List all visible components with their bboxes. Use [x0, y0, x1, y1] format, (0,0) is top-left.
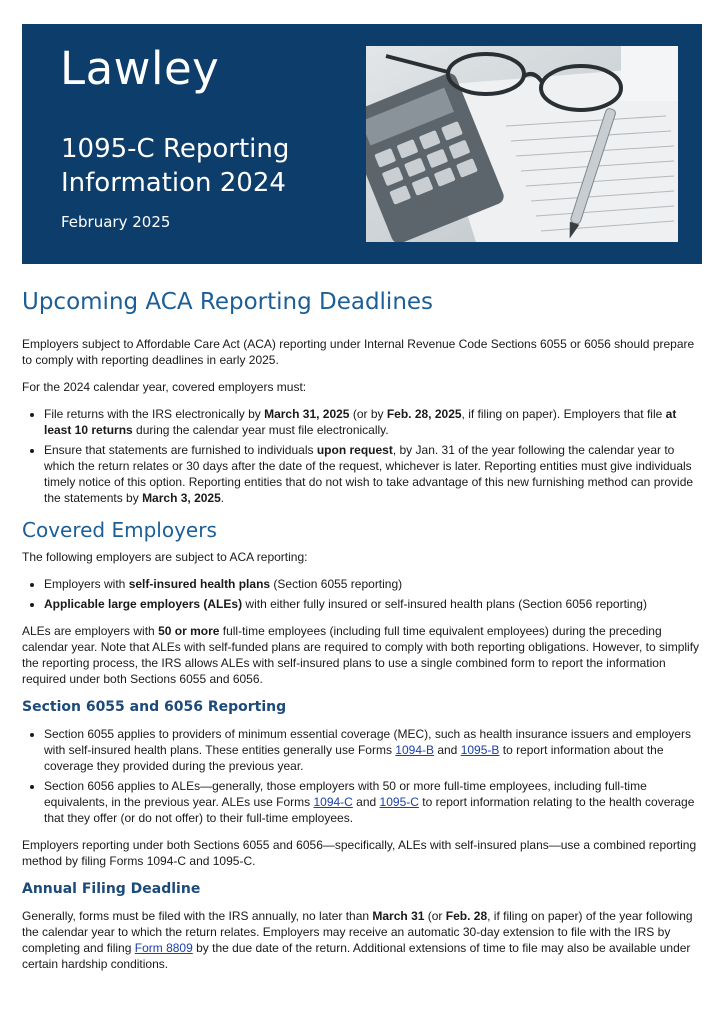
deadline-list — [22, 406, 702, 506]
list-item: • Section 6056 applies to ALEs—generally, those employers with 50 or more full-time employees, including full-time equivalents, in the previous year. ALEs use Forms 1094-C and 1095-C to report information relating to the health coverage that they offer (or do not offer) to their full-time employees. — [44, 778, 702, 826]
main-content — [22, 287, 702, 983]
list-item: • File returns with the IRS electronically by March 31, 2025 (or by Feb. 28, 2025, if filing on paper). Employers that file at least 10 returns during the calendar year must file electronically. — [44, 406, 702, 438]
document-title: 1095-C Reporting Information 2024 — [61, 134, 290, 198]
section-heading-deadlines: Upcoming ACA Reporting Deadlines — [22, 289, 434, 315]
document-date: February 2025 — [61, 213, 171, 231]
list-item: • Section 6055 applies to providers of minimum essential coverage (MEC), such as health insurance issuers and employers with self-insured health plans. These entities generally use Forms 1094-B and 1095-B to report information about the coverage they provided during the previous year. — [44, 726, 702, 774]
header-banner — [22, 24, 702, 264]
link-form-1094-c[interactable]: 1094-C — [313, 795, 353, 809]
paragraph: Employers subject to Affordable Care Act (ACA) reporting under Internal Revenue Code Sections 6055 or 6056 should prepare to comply with reporting deadlines in early 2025. — [22, 337, 695, 367]
section-heading-covered-employers: Covered Employers — [22, 518, 217, 542]
covered-employers-list — [22, 576, 702, 612]
calculator-glasses-pen-photo — [366, 46, 678, 242]
reporting-list — [22, 726, 702, 826]
list-item: • Ensure that statements are furnished to individuals upon request, by Jan. 31 of the year following the calendar year to which the return relates or 30 days after the date of the request, whichever is later. Reporting entities must give individuals timely notice of this option. Reporting entities that do not wish to take advantage of this new furnishing method can provide the statements by March 3, 2025. — [44, 442, 702, 506]
paragraph: ALEs are employers with 50 or more full-time employees (including full time equivalent employees) during the preceding calendar year. Note that ALEs with self-funded plans are required to comply with both reporting obligations. However, to simplify the reporting process, the IRS allows ALEs with self-insured plans to use a single combined form to report the information required under both Sections 6055 and 6056. — [22, 624, 700, 686]
lawley-logo: Lawley — [60, 42, 220, 95]
paragraph: The following employers are subject to ACA reporting: — [22, 550, 308, 564]
list-item: • Applicable large employers (ALEs) with either fully insured or self-insured health plans (Section 6056 reporting) — [44, 596, 702, 612]
link-form-1095-b[interactable]: 1095-B — [460, 743, 500, 757]
list-item: • Employers with self-insured health plans (Section 6055 reporting) — [44, 576, 702, 592]
paragraph: Generally, forms must be filed with the IRS annually, no later than March 31 (or Feb. 28, if filing on paper) of the year following the calendar year to which the return relates. Employers may receive an automatic 30-day extension to file with the IRS by completing and filing Form 8809 by the due date of the return. Additional extensions of time to file may also be available under certain hardship conditions. — [22, 909, 693, 971]
section-heading-annual-filing: Annual Filing Deadline — [22, 881, 201, 897]
link-form-8809[interactable]: Form 8809 — [134, 941, 193, 955]
section-heading-6055-6056: Section 6055 and 6056 Reporting — [22, 699, 287, 715]
link-form-1095-c[interactable]: 1095-C — [379, 795, 419, 809]
paragraph: For the 2024 calendar year, covered employers must: — [22, 380, 307, 394]
link-form-1094-b[interactable]: 1094-B — [395, 743, 434, 757]
paragraph: Employers reporting under both Sections 6055 and 6056—specifically, ALEs with self-insured plans—use a combined reporting method by filing Forms 1094-C and 1095-C. — [22, 838, 697, 868]
